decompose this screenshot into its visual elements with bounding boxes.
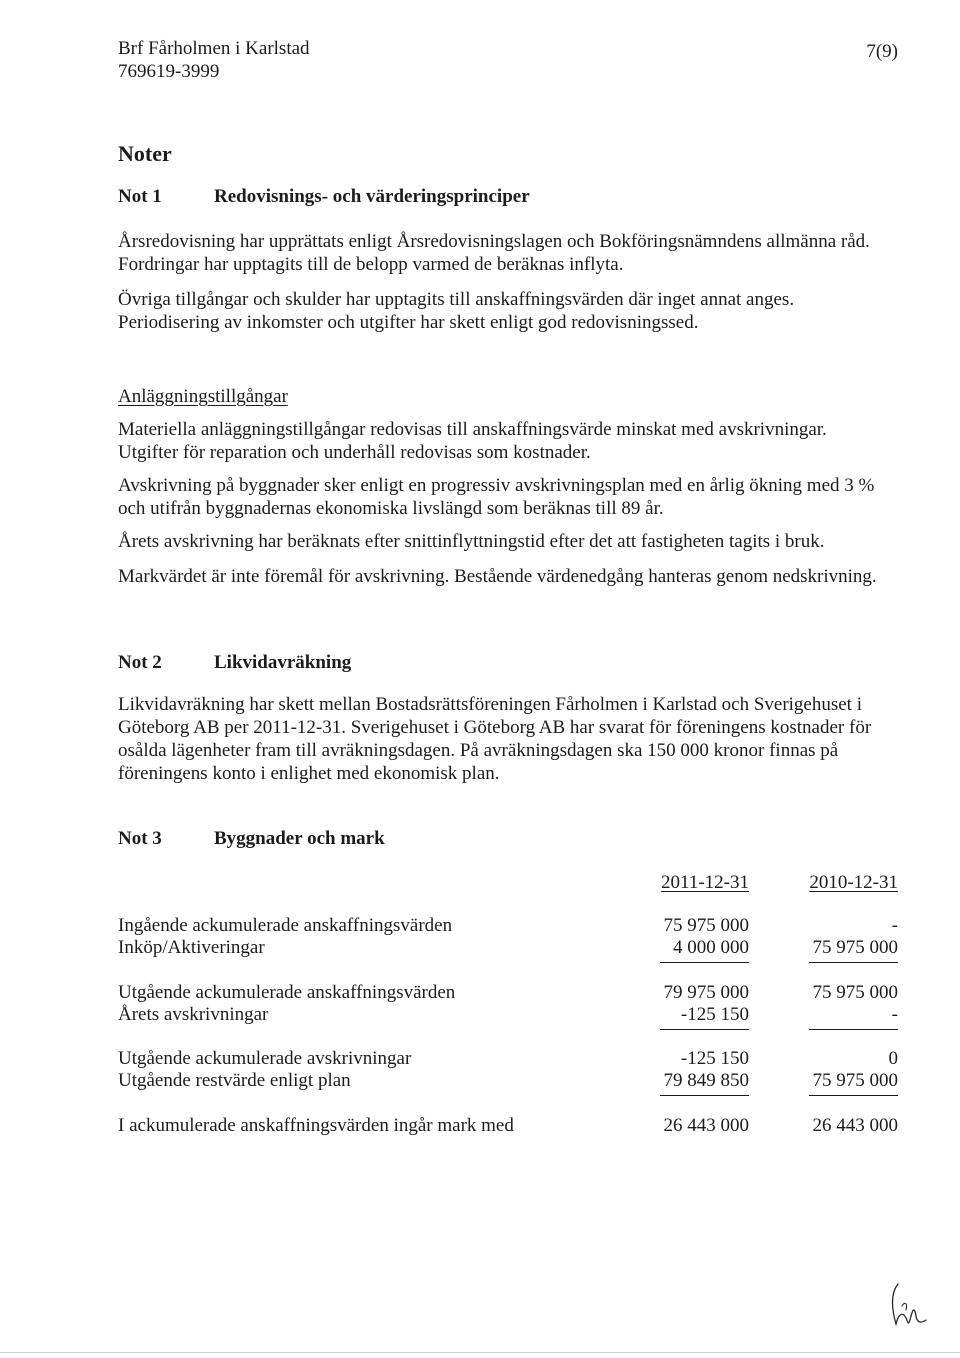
association-name: Brf Fårholmen i Karlstad (118, 38, 310, 59)
sum-rule (809, 962, 898, 963)
note2-heading: Likvidavräkning (214, 652, 352, 673)
text-line: Övriga tillgångar och skulder har upptagits till anskaffningsvärden där inget annat anges. (118, 289, 795, 310)
page-edge-line (0, 1352, 960, 1353)
note3-number: Not 3 (118, 828, 162, 849)
table-row-label: Utgående ackumulerade avskrivningar (118, 1048, 412, 1069)
text-line: och utifrån byggnadernas ekonomiska livslängd som beräknas till 89 år. (118, 498, 664, 519)
text-line: Materiella anläggningstillgångar redovisas till anskaffningsvärde minskat med avskrivningar. (118, 419, 827, 440)
table-row-label: Utgående ackumulerade anskaffningsvärden (118, 982, 456, 1003)
table-row-label: Ingående ackumulerade anskaffningsvärden (118, 915, 453, 936)
note1-paragraph-1 (118, 230, 908, 276)
note1-paragraph-3 (118, 418, 908, 464)
text-line: Periodisering av inkomster och utgifter har skett enligt god redovisningssed. (118, 312, 699, 333)
table-cell-2010: 75 975 000 (812, 982, 898, 1003)
text-line: Likvidavräkning har skett mellan Bostadsrättsföreningen Fårholmen i Karlstad och Sverigehuset i (118, 694, 862, 715)
note3-heading: Byggnader och mark (214, 828, 385, 849)
page-number: 7(9) (866, 41, 898, 62)
table-cell-2011: -125 150 (680, 1048, 749, 1069)
column-header-2011: 2011-12-31 (661, 872, 749, 893)
note1-number: Not 1 (118, 186, 162, 207)
handwritten-initials-signature (886, 1280, 930, 1332)
column-header-2010: 2010-12-31 (809, 872, 898, 893)
organization-number: 769619-3999 (118, 61, 220, 82)
table-row-label: Årets avskrivningar (118, 1004, 269, 1025)
table-cell-2010: 26 443 000 (812, 1115, 898, 1136)
table-row-label: Utgående restvärde enligt plan (118, 1070, 351, 1091)
total-rule (809, 1095, 898, 1096)
text-line: Fordringar har upptagits till de belopp varmed de beräknas inflyta. (118, 254, 624, 275)
table-cell-2011: 79 849 850 (663, 1070, 749, 1091)
table-row-label: I ackumulerade anskaffningsvärden ingår mark med (118, 1115, 514, 1136)
table-cell-2011: 4 000 000 (673, 937, 749, 958)
note2-number: Not 2 (118, 652, 162, 673)
text-line: Årsredovisning har upprättats enligt Årsredovisningslagen och Bokföringsnämndens allmänna råd. (118, 231, 870, 252)
table-cell-2011: 79 975 000 (663, 982, 749, 1003)
text-line: Utgifter för reparation och underhåll redovisas som kostnader. (118, 442, 591, 463)
table-cell-2010: 75 975 000 (812, 937, 898, 958)
table-cell-2011: 26 443 000 (663, 1115, 749, 1136)
sum-rule (660, 962, 749, 963)
note1-paragraph-4 (118, 474, 908, 520)
note1-paragraph-6 (118, 565, 908, 588)
text-line: Årets avskrivning har beräknats efter snittinflyttningstid efter det att fastigheten tagits i bruk. (118, 531, 825, 552)
sum-rule (660, 1029, 749, 1030)
table-cell-2011: 75 975 000 (663, 915, 749, 936)
text-line: föreningens konto i enlighet med ekonomisk plan. (118, 763, 500, 784)
text-line: Göteborg AB per 2011-12-31. Sverigehuset i Göteborg AB har svarat för föreningens kostnader för (118, 717, 872, 738)
table-cell-2011: -125 150 (680, 1004, 749, 1025)
note1-paragraph-5 (118, 530, 908, 553)
text-line: Markvärdet är inte föremål för avskrivning. Bestående värdenedgång hanteras genom nedskrivning. (118, 566, 877, 587)
table-cell-2010: - (891, 1004, 898, 1025)
note1-heading: Redovisnings- och värderingsprinciper (214, 186, 530, 207)
table-cell-2010: 0 (888, 1048, 898, 1069)
table-row-label: Inköp/Aktiveringar (118, 937, 265, 958)
table-cell-2010: 75 975 000 (812, 1070, 898, 1091)
section-subheading: Anläggningstillgångar (118, 386, 288, 407)
text-line: Avskrivning på byggnader sker enligt en progressiv avskrivningsplan med en årlig ökning med 3 % (118, 475, 875, 496)
page-title: Noter (118, 141, 172, 166)
table-cell-2010: - (891, 915, 898, 936)
text-line: osålda lägenheter fram till avräkningsdagen. På avräkningsdagen ska 150 000 kronor finnas på (118, 740, 839, 761)
sum-rule (809, 1029, 898, 1030)
note2-paragraph (118, 693, 908, 785)
note1-paragraph-2 (118, 288, 908, 334)
total-rule (660, 1095, 749, 1096)
